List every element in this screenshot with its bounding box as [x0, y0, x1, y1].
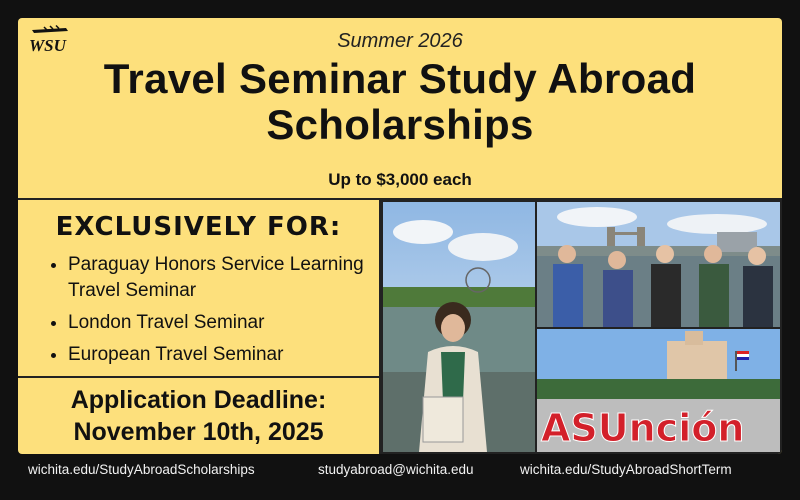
title-line-2: Scholarships: [266, 101, 534, 148]
season-label: Summer 2026: [337, 30, 463, 52]
sign-text: ASUnción: [541, 406, 745, 450]
photo-group-london: [537, 202, 780, 327]
list-item: • European Travel Seminar: [68, 342, 388, 368]
list-item: • Paraguay Honors Service Learning Travel Seminar: [68, 252, 388, 304]
footer: [0, 455, 800, 485]
scholarships-link[interactable]: wichita.edu/StudyAbroadScholarships: [28, 462, 255, 477]
eligibility-heading: EXCLUSIVELY FOR:: [55, 212, 342, 242]
amount-subtitle: Up to $3,000 each: [328, 170, 472, 189]
photo-student-lake: [383, 202, 535, 452]
eligibility-list: [48, 252, 388, 374]
page-title: [18, 56, 782, 148]
deadline-date: November 10th, 2025: [73, 418, 324, 446]
title-line-1: Travel Seminar Study Abroad: [103, 55, 697, 102]
poster-panel: [18, 18, 782, 454]
list-item: • London Travel Seminar: [68, 310, 388, 336]
photo-collage: [381, 200, 782, 454]
deadline-label: Application Deadline:: [70, 386, 327, 414]
divider-horizontal-left: [18, 376, 379, 378]
email-link[interactable]: studyabroad@wichita.edu: [318, 462, 474, 477]
short-term-link[interactable]: wichita.edu/StudyAbroadShortTerm: [520, 462, 732, 477]
logo-text: WSU: [29, 36, 66, 54]
photo-asuncion-sign: [537, 329, 780, 452]
application-deadline: [18, 384, 379, 448]
